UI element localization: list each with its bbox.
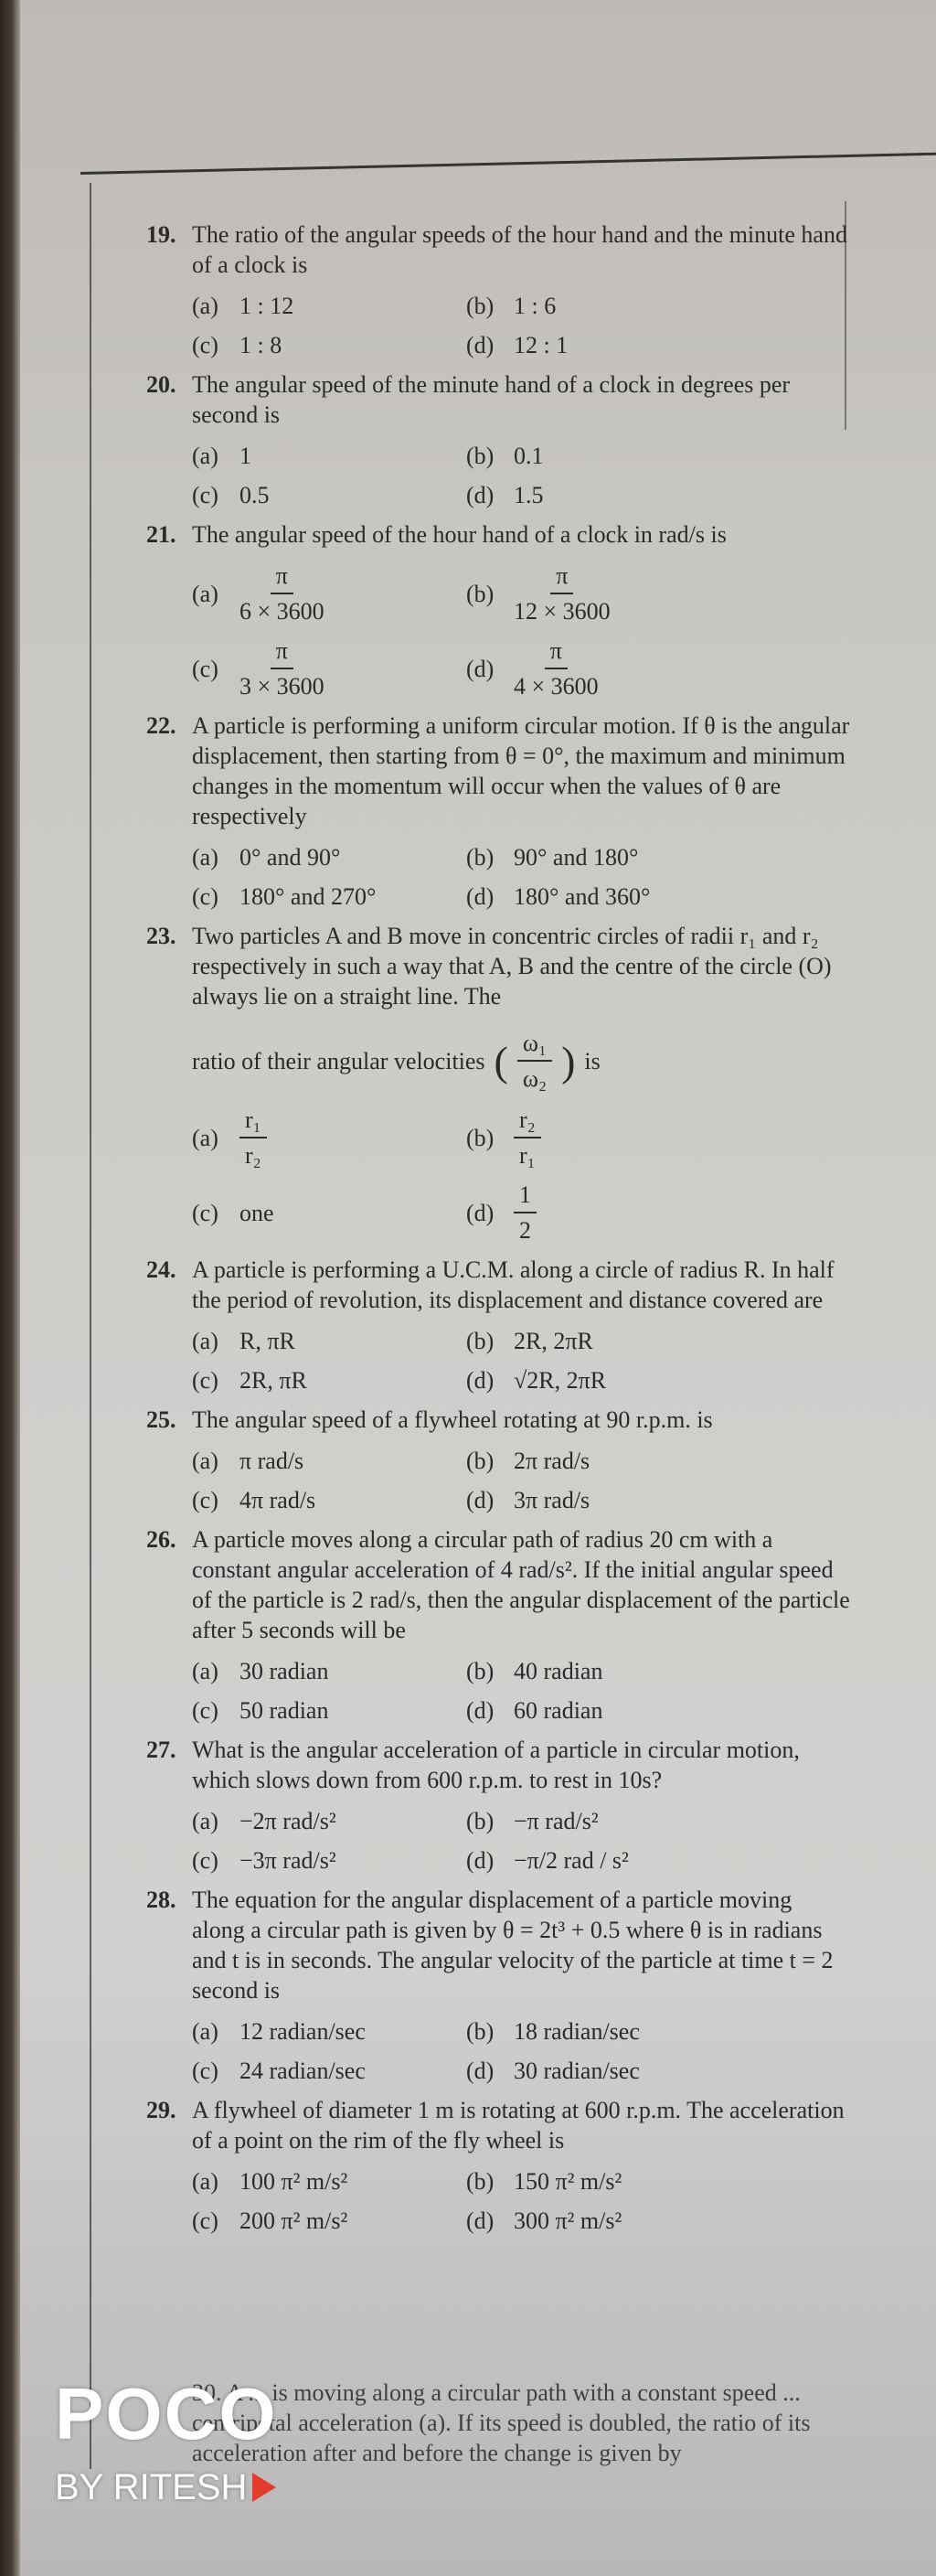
question-text: What is the angular acceleration of a particle in circular motion, which slows down from 600 r.p.m. to rest in 10s? [192,1737,800,1793]
question-23: 23. Two particles A and B move in concentric circles of radii r₁ and r₂ respectively in such a way that A, B and the centre of the circle (O) always lie on a straight line. The ratio of their angular velocities ( $\frac{\text{ω₁}}{\text{ω₂}}$ ) is (a) $\frac{\text{r₁}}{\text{r₂}}$ (b) $\frac{\text{r₂}}{\text{r₁}}$ (c) one (d) $\frac{1}{2}$ [192,921,850,1245]
option-b: (b) 90° and 180° [466,844,639,871]
question-text-end: is [584,1047,601,1074]
option-d: (d) 30 radian/sec [466,2058,640,2084]
option-b: (b) 150 π² m/s² [466,2168,622,2195]
question-number: 23. [146,923,176,949]
option-d: (d) 60 radian [466,1697,603,1724]
option-d: (d) 3π rad/s [466,1487,590,1513]
option-a: (a) $\frac{\text{r₁}}{\text{r₂}}$ [192,1105,466,1170]
question-number: 27. [146,1737,176,1763]
question-24 [146,1255,850,1395]
option-b: (b) $\frac{\pi}{12 \times 3600}$ [466,562,611,625]
option-a: (a) 100 π² m/s² [192,2168,348,2195]
question-number: 25. [146,1406,176,1433]
option-d: (d) 300 π² m/s² [466,2207,622,2234]
option-c: (c) 50 radian [192,1697,329,1724]
option-a: (a) $\frac{\pi}{6 \times 3600}$ [192,562,324,625]
question-29 [146,2095,850,2236]
option-b: (b) 2R, 2πR [466,1328,593,1354]
question-20 [146,369,850,510]
question-number: 29. [146,2097,176,2123]
question-text: The angular speed of the minute hand of a clock in degrees per second is [192,371,791,428]
play-icon [252,2473,276,2502]
question-number: 19. [146,221,176,248]
option-c: (c) 1 : 8 [192,332,282,358]
option-d: (d) 12 : 1 [466,332,569,358]
option-a: (a) R, πR [192,1328,295,1354]
option-a: (a) 1 [192,443,251,469]
question-19 [146,219,850,360]
question-text: A particle is performing a uniform circular motion. If θ is the angular displacement, then starting from θ = 0°, the maximum and minimum changes in the momentum will occur when the values of θ are respectively [192,712,850,829]
question-30-partial: 30. A ... is moving along a circular path with a constant speed ... centripetal acceleration (a). If its speed is doubled, the ratio of its acceleration after and before the change is given by [192,2379,811,2466]
question-27 [146,1735,850,1876]
option-d: (d) −π/2 rad / s² [466,1847,629,1874]
photo-left-edge [0,0,20,2576]
question-number: 26. [146,1526,176,1553]
option-c: (c) 4π rad/s [192,1487,316,1513]
option-a: (a) 30 radian [192,1658,329,1684]
header-rule [80,153,936,175]
question-text: The angular speed of the hour hand of a clock in rad/s is [192,521,727,548]
option-b: (b) 1 : 6 [466,293,557,319]
option-a: (a) −2π rad/s² [192,1808,336,1834]
option-d: (d) 180° and 360° [466,883,651,910]
question-text-cont: ratio of their angular velocities [192,1047,485,1074]
question-text: The equation for the angular displacement of a particle moving along a circular path is given by θ = 2t³ + 0.5 where θ is in radians and t is in seconds. The angular velocity of the particle at time t = 2 second is [192,1887,834,2004]
question-22 [146,711,850,912]
watermark-brand: POCO [55,2373,278,2454]
omega-ratio: $\frac{\text{ω₁}}{\text{ω₂}}$ [517,1028,552,1094]
option-d: (d) 1.5 [466,482,544,508]
option-b: (b) 0.1 [466,443,544,469]
option-c: (c) 180° and 270° [192,883,377,910]
watermark-byline: BY RITESH [55,2467,248,2507]
option-d: (d) $\frac{\pi}{4 \times 3600}$ [466,637,599,700]
question-number: 21. [146,521,176,548]
question-28 [146,1885,850,2086]
option-c: (c) one [192,1199,274,1226]
option-c: (c) 2R, πR [192,1367,307,1394]
option-d: (d) √2R, 2πR [466,1367,607,1394]
question-text: The ratio of the angular speeds of the hour hand and the minute hand of a clock is [192,221,847,278]
option-b: (b) $\frac{\text{r₂}}{\text{r₁}}$ [466,1105,795,1170]
question-25 [146,1405,850,1515]
option-c: (c) $\frac{\pi}{3 \times 3600}$ [192,637,324,700]
question-list [146,219,850,2245]
option-b: (b) 18 radian/sec [466,2018,640,2045]
option-a: (a) 1 : 12 [192,293,294,319]
question-text: A particle moves along a circular path of radius 20 cm with a constant angular acceleration of 4 rad/s². If the initial angular speed of the particle is 2 rad/s, then the angular displacement of the particle after 5 seconds will be [192,1526,850,1643]
question-text: A flywheel of diameter 1 m is rotating at 600 r.p.m. The acceleration of a point on the rim of the fly wheel is [192,2097,845,2154]
option-c: (c) 0.5 [192,482,270,508]
question-21 [146,519,850,701]
question-26 [146,1524,850,1726]
option-b: (b) 2π rad/s [466,1448,590,1474]
option-c: (c) −3π rad/s² [192,1847,336,1874]
option-a: (a) π rad/s [192,1448,304,1474]
option-b: (b) −π rad/s² [466,1808,599,1834]
option-a: (a) 0° and 90° [192,844,341,871]
question-number: 28. [146,1887,176,1913]
question-number: 22. [146,712,176,739]
option-d: (d) $\frac{1}{2}$ [466,1180,795,1245]
option-c: (c) 24 radian/sec [192,2058,366,2084]
option-a: (a) 12 radian/sec [192,2018,366,2045]
question-number: 20. [146,371,176,398]
question-text: A particle is performing a U.C.M. along a circle of radius R. In half the period of revolution, its displacement and distance covered are [192,1256,835,1313]
question-number: 24. [146,1256,176,1283]
option-c: (c) 200 π² m/s² [192,2207,348,2234]
column-border-left [90,183,91,2469]
question-text: The angular speed of a flywheel rotating at 90 r.p.m. is [192,1406,713,1433]
question-text: Two particles A and B move in concentric circles of radii r₁ and r₂ respectively in such a way that A, B and the centre of the circle (O) always lie on a straight line. The [192,923,832,1010]
camera-watermark [55,2373,278,2507]
option-b: (b) 40 radian [466,1658,603,1684]
